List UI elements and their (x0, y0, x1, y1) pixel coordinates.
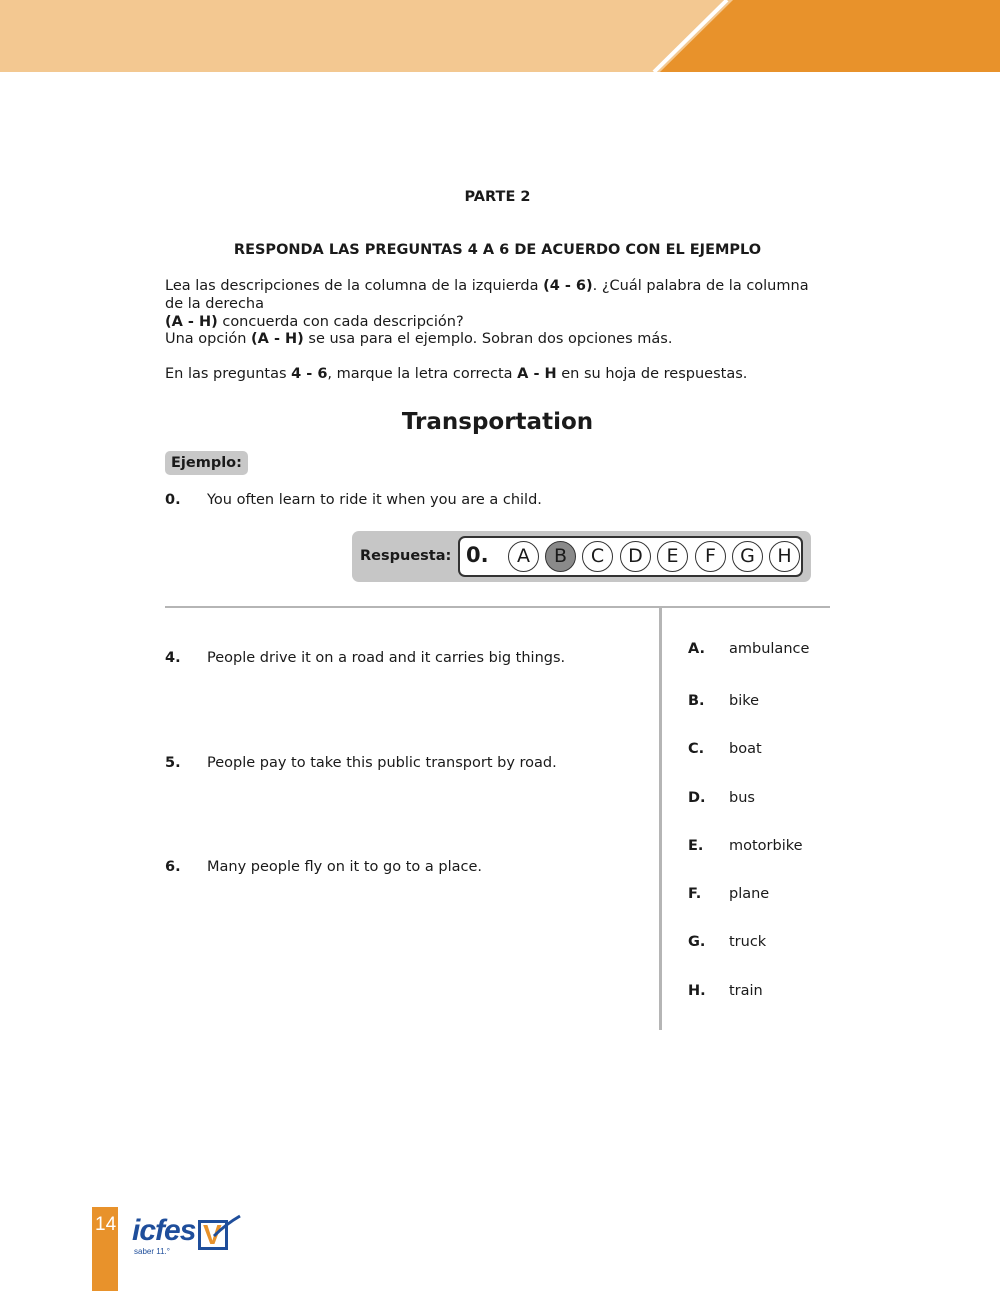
question-number: 6. (165, 859, 181, 875)
option-letter: G. (688, 934, 706, 950)
option-letter: C. (688, 741, 705, 757)
logo-subtext: saber 11.° (134, 1247, 170, 1256)
option-word: motorbike (729, 838, 803, 854)
answer-bubble-d[interactable]: D (620, 541, 651, 572)
instructions-heading: RESPONDA LAS PREGUNTAS 4 A 6 DE ACUERDO CON EL EJEMPLO (233, 242, 762, 258)
horizontal-divider (165, 606, 830, 608)
question-text: Many people fly on it to go to a place. (207, 859, 482, 875)
answer-bubble-c[interactable]: C (582, 541, 613, 572)
logo-swoosh-icon (212, 1214, 242, 1238)
option-word: truck (729, 934, 767, 950)
example-number: 0. (165, 492, 181, 508)
option-letter: F. (688, 886, 702, 902)
answer-bubble-a[interactable]: A (508, 541, 539, 572)
option-word: boat (729, 741, 762, 757)
answer-bubble-e[interactable]: E (657, 541, 688, 572)
option-letter: B. (688, 693, 705, 709)
part-title: PARTE 2 (464, 189, 531, 205)
instructions-paragraph-2: Una opción (A - H) se usa para el ejemplo. Sobran dos opciones más. (165, 331, 673, 347)
option-word: plane (729, 886, 770, 902)
instructions-paragraph-3: En las preguntas 4 - 6, marque la letra correcta A - H en su hoja de respuestas. (165, 366, 748, 382)
page-number: 14 (95, 1214, 117, 1235)
option-letter: H. (688, 983, 706, 999)
question-text: People drive it on a road and it carries big things. (207, 650, 566, 666)
option-letter: A. (688, 641, 705, 657)
answer-bubble-b-selected[interactable]: B (545, 541, 576, 572)
header-band (0, 0, 1000, 72)
question-text: People pay to take this public transport by road. (207, 755, 557, 771)
example-text: You often learn to ride it when you are a child. (207, 492, 542, 508)
question-number: 5. (165, 755, 181, 771)
option-word: ambulance (729, 641, 810, 657)
section-title: Transportation (401, 409, 594, 435)
icfes-logo (132, 1214, 242, 1264)
answer-bubble-f[interactable]: F (695, 541, 726, 572)
question-number: 4. (165, 650, 181, 666)
option-letter: E. (688, 838, 704, 854)
column-divider (659, 608, 662, 1030)
option-letter: D. (688, 790, 706, 806)
option-word: bike (729, 693, 760, 709)
instructions-paragraph-1: Lea las descripciones de la columna de la izquierda (4 - 6). ¿Cuál palabra de la columna de la derecha (A - H) concuerda con cada descripción? (165, 278, 809, 330)
example-badge: Ejemplo: (165, 451, 248, 475)
answer-label: Respuesta: (360, 548, 452, 564)
logo-check-icon: V (203, 1219, 222, 1250)
option-word: train (729, 983, 763, 999)
answer-bubble-h[interactable]: H (769, 541, 800, 572)
answer-number: 0. (466, 543, 489, 567)
option-word: bus (729, 790, 755, 806)
answer-bubble-g[interactable]: G (732, 541, 763, 572)
logo-text: icfes (132, 1214, 196, 1247)
